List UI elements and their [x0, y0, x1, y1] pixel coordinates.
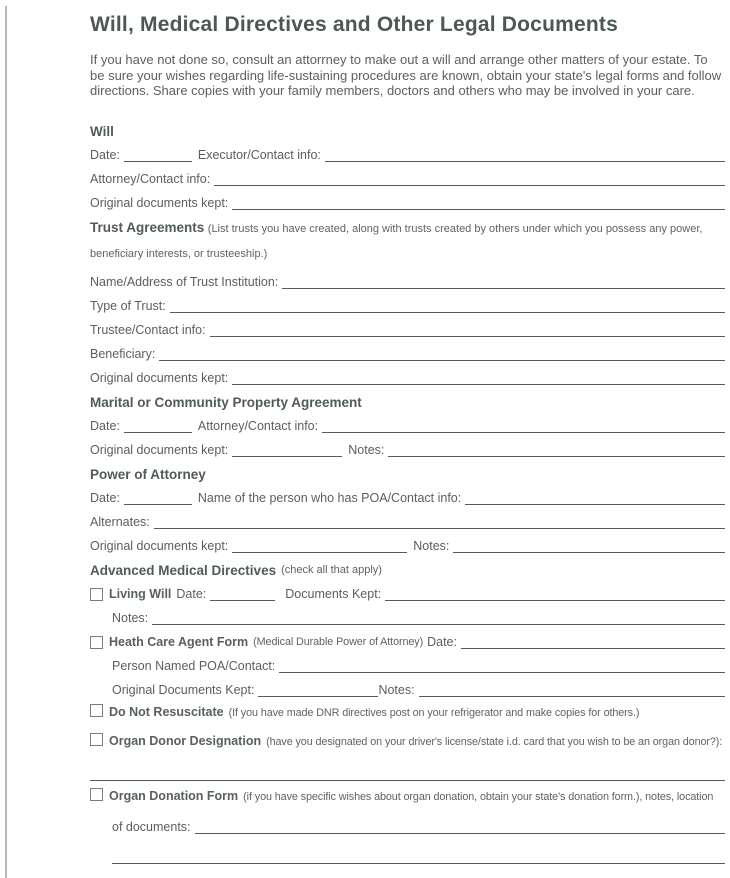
- trust-heading-note: (List trusts you have created, along with trusts created by others under which you possess any power, beneficiary interests, or trusteeship.): [90, 222, 703, 260]
- poa-date-input[interactable]: [124, 489, 192, 505]
- poa-person-label: Name of the person who has POA/Contact info:: [197, 490, 462, 505]
- living-will-docs-label: Documents Kept:: [285, 586, 382, 601]
- will-attorney-row: [90, 163, 725, 187]
- health-agent-label: Heath Care Agent Form: [109, 634, 249, 649]
- health-agent-row: [90, 626, 725, 650]
- trust-original-docs-row: [90, 362, 725, 386]
- trust-original-docs-input[interactable]: [232, 369, 725, 385]
- section-heading-poa: [90, 458, 725, 482]
- poa-person-input[interactable]: [465, 489, 725, 505]
- will-original-docs-row: [90, 187, 725, 211]
- will-attorney-label: Attorney/Contact info:: [90, 171, 211, 186]
- living-will-docs-input[interactable]: [385, 585, 725, 601]
- dnr-label: Do Not Resuscitate: [109, 704, 224, 719]
- marital-date-attorney-row: [90, 410, 725, 434]
- health-agent-docs-input[interactable]: [258, 681, 378, 697]
- section-heading-trust: [90, 211, 725, 266]
- health-agent-docs-label: Original Documents Kept:: [112, 682, 255, 697]
- will-heading: Will: [90, 123, 114, 139]
- poa-heading: Power of Attorney: [90, 466, 206, 482]
- health-agent-note: (Medical Durable Power of Attorney): [253, 635, 424, 648]
- organ-form-label: Organ Donation Form: [109, 788, 239, 803]
- will-executor-input[interactable]: [325, 146, 725, 162]
- organ-form-checkbox[interactable]: [90, 788, 103, 801]
- marital-docs-notes-row: [90, 434, 725, 458]
- organ-designation-label: Organ Donor Designation: [109, 733, 262, 748]
- trust-type-input[interactable]: [170, 297, 725, 313]
- organ-form-continuation-input[interactable]: [112, 848, 725, 864]
- will-original-docs-label: Original documents kept:: [90, 195, 229, 210]
- living-will-row: [90, 578, 725, 602]
- health-agent-person-label: Person Named POA/Contact:: [112, 658, 276, 673]
- living-will-checkbox[interactable]: [90, 588, 103, 601]
- organ-designation-note: (have you designated on your driver's license/state i.d. card that you wish to be an organ donor?):: [266, 735, 723, 748]
- trust-institution-input[interactable]: [282, 273, 725, 289]
- section-heading-will: [90, 115, 725, 139]
- trust-trustee-input[interactable]: [210, 321, 725, 337]
- will-date-label: Date:: [90, 147, 120, 162]
- trust-beneficiary-label: Beneficiary:: [90, 346, 156, 361]
- will-attorney-input[interactable]: [214, 170, 725, 186]
- health-agent-notes-input[interactable]: [419, 681, 725, 697]
- poa-original-docs-input[interactable]: [232, 537, 407, 553]
- will-date-executor-row: [90, 139, 725, 163]
- poa-alternates-label: Alternates:: [90, 514, 150, 529]
- poa-date-person-row: [90, 482, 725, 506]
- marital-date-label: Date:: [90, 418, 120, 433]
- poa-date-label: Date:: [90, 490, 120, 505]
- organ-form-note: (if you have specific wishes about organ donation, obtain your state's donation form.), notes, location: [243, 790, 714, 803]
- living-will-date-input[interactable]: [210, 585, 275, 601]
- living-will-notes-input[interactable]: [152, 609, 725, 625]
- trust-trustee-label: Trustee/Contact info:: [90, 322, 206, 337]
- trust-trustee-row: [90, 314, 725, 338]
- marital-attorney-label: Attorney/Contact info:: [197, 418, 319, 433]
- marital-attorney-input[interactable]: [322, 417, 725, 433]
- marital-date-input[interactable]: [124, 417, 192, 433]
- health-agent-date-input[interactable]: [461, 633, 725, 649]
- intro-paragraph: If you have not done so, consult an attorrney to make out a will and arrange other matters of your estate. To be sure your wishes regarding life-sustaining procedures are known, obtain your state's legal forms and follow directions. Share copies with your family members, doctors and others who may be involved in your care.: [90, 52, 722, 98]
- dnr-note: (If you have made DNR directives post on your refrigerator and make copies for others.): [228, 706, 640, 719]
- dnr-text: [109, 703, 639, 723]
- bottom-blank-input[interactable]: [90, 874, 725, 878]
- amd-heading: Advanced Medical Directives: [90, 562, 277, 578]
- dnr-row: [90, 698, 725, 727]
- organ-form-documents-row: [90, 811, 725, 835]
- form-content: [90, 12, 725, 878]
- poa-notes-label: Notes:: [413, 538, 450, 553]
- marital-original-docs-input[interactable]: [232, 441, 342, 457]
- living-will-label: Living Will: [109, 586, 172, 601]
- organ-designation-text: [109, 732, 722, 752]
- living-will-date-label: Date:: [176, 586, 207, 601]
- organ-designation-checkbox[interactable]: [90, 733, 103, 746]
- section-heading-amd: [90, 554, 725, 578]
- living-will-notes-label: Notes:: [112, 610, 149, 625]
- organ-form-documents-input[interactable]: [195, 818, 725, 834]
- organ-form-continuation-row: [90, 841, 725, 865]
- trust-type-label: Type of Trust:: [90, 298, 166, 313]
- marital-original-docs-label: Original documents kept:: [90, 442, 229, 457]
- health-agent-checkbox[interactable]: [90, 636, 103, 649]
- organ-designation-row: [90, 727, 725, 756]
- section-heading-marital: [90, 386, 725, 410]
- trust-heading: Trust Agreements: [90, 219, 205, 235]
- poa-notes-input[interactable]: [453, 537, 725, 553]
- organ-form-documents-label: of documents:: [112, 819, 191, 834]
- trust-type-row: [90, 290, 725, 314]
- trust-beneficiary-row: [90, 338, 725, 362]
- will-original-docs-input[interactable]: [232, 194, 725, 210]
- organ-form-row: [90, 782, 725, 811]
- health-agent-docs-notes-row: [90, 674, 725, 698]
- trust-original-docs-label: Original documents kept:: [90, 370, 229, 385]
- marital-heading: Marital or Community Property Agreement: [90, 394, 362, 410]
- poa-docs-notes-row: [90, 530, 725, 554]
- page-left-border: [5, 6, 7, 878]
- bottom-blank-row: [90, 867, 725, 878]
- amd-heading-note: (check all that apply): [281, 563, 382, 576]
- trust-institution-row: [90, 266, 725, 290]
- health-agent-notes-label: Notes:: [378, 682, 415, 697]
- organ-designation-answer-input[interactable]: [90, 765, 725, 781]
- health-agent-person-input[interactable]: [279, 657, 725, 673]
- dnr-checkbox[interactable]: [90, 704, 103, 717]
- marital-notes-label: Notes:: [348, 442, 385, 457]
- page-title: Will, Medical Directives and Other Legal Documents: [90, 13, 618, 36]
- health-agent-date-label: Date:: [427, 634, 457, 649]
- will-date-input[interactable]: [124, 146, 192, 162]
- living-will-notes-row: [90, 602, 725, 626]
- trust-institution-label: Name/Address of Trust Institution:: [90, 274, 279, 289]
- will-executor-label: Executor/Contact info:: [197, 147, 321, 162]
- poa-original-docs-label: Original documents kept:: [90, 538, 229, 553]
- organ-designation-answer-row: [90, 758, 725, 782]
- poa-alternates-row: [90, 506, 725, 530]
- poa-alternates-input[interactable]: [154, 513, 725, 529]
- marital-notes-input[interactable]: [388, 441, 725, 457]
- organ-form-text: [109, 787, 713, 807]
- trust-beneficiary-input[interactable]: [159, 345, 725, 361]
- health-agent-person-row: [90, 650, 725, 674]
